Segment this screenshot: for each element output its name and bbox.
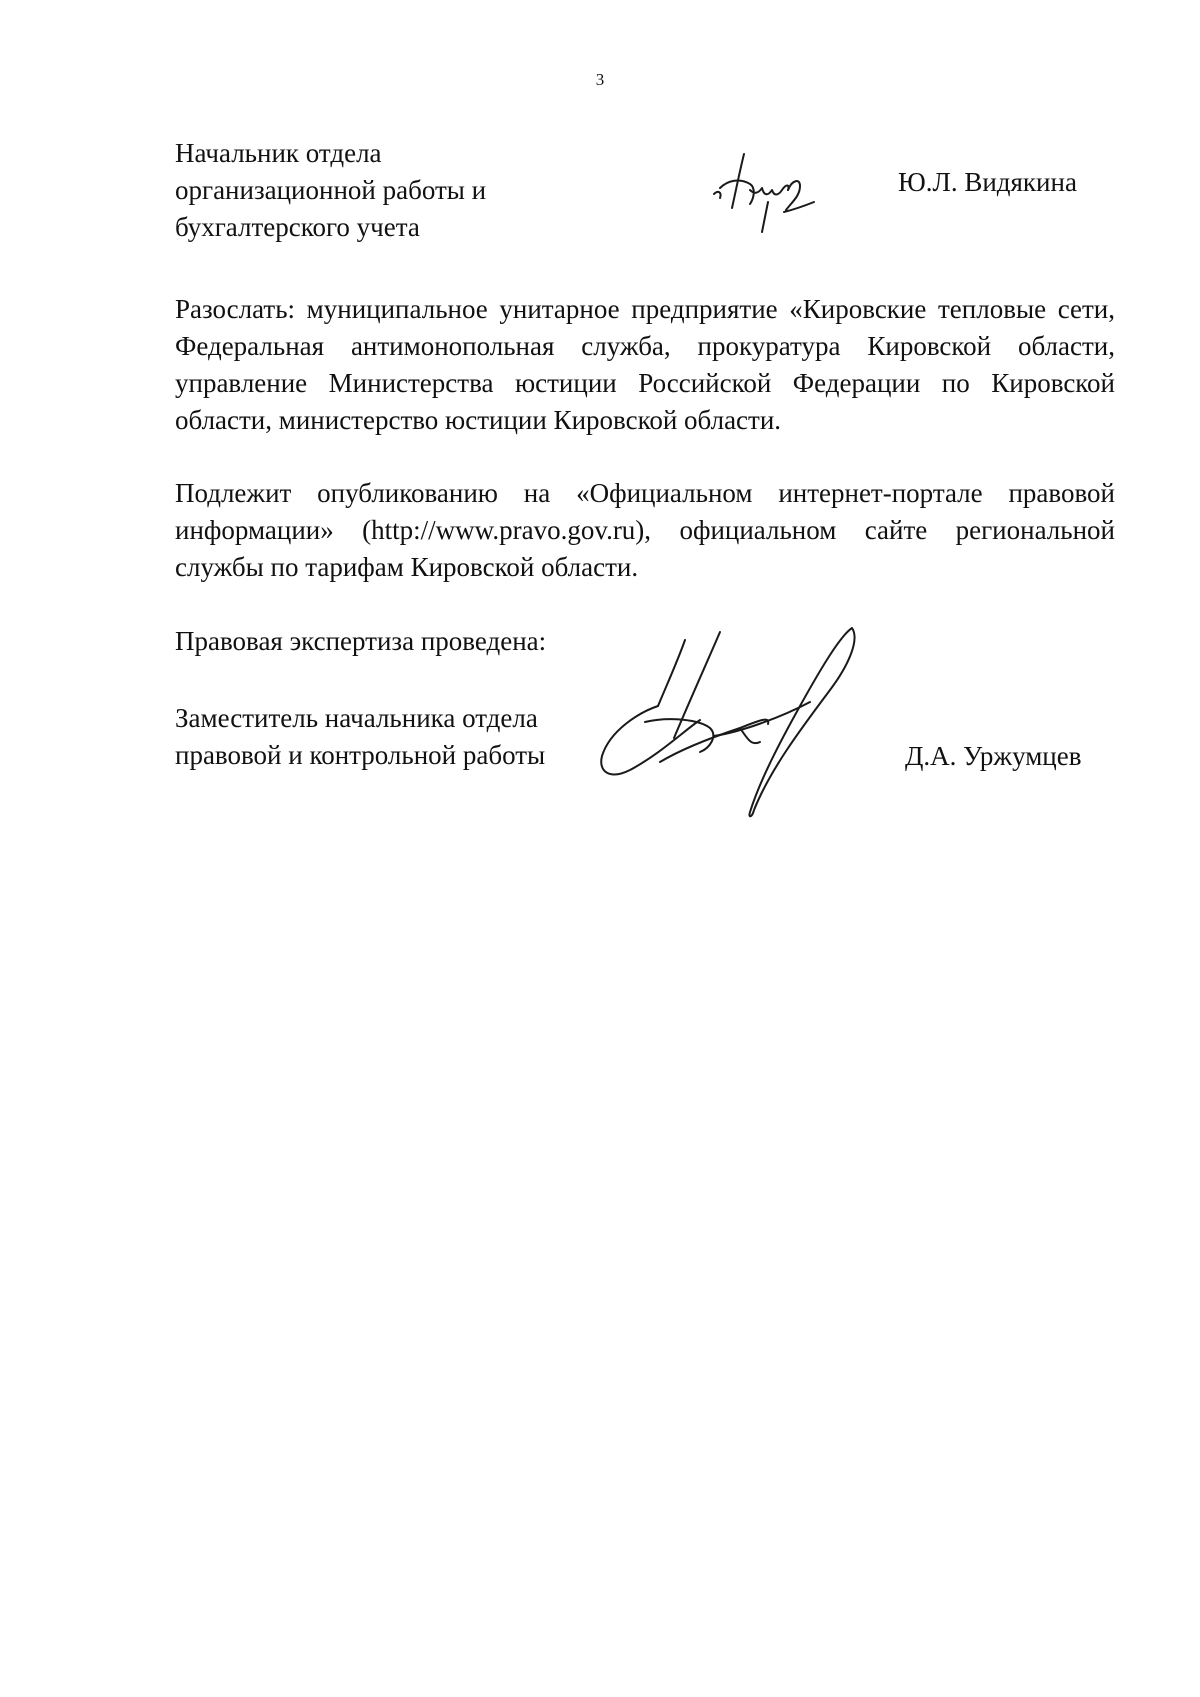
legal-review-label: Правовая экспертиза проведена: — [175, 626, 547, 656]
signatory-1-position: Начальник отдела организационной работы и бухгалтерского учета — [175, 138, 487, 242]
publication-paragraph: Подлежит опубликованию на «Официальном интернет-портале правовой информации» (http://www.pravo.gov.ru), официальном сайте региональной службы по тарифам Кировской области. — [175, 478, 1115, 582]
signature-1-image — [710, 150, 830, 260]
signatory-1-name: Ю.Л. Видякина — [898, 167, 1077, 197]
signatory-2-name: Д.А. Уржумцев — [905, 741, 1082, 771]
page-number: 3 — [595, 70, 605, 89]
distribution-paragraph: Разослать: муниципальное унитарное предприятие «Кировские тепловые сети, Федеральная антимонопольная служба, прокуратура Кировской области, управление Министерства юстиции Российской Федерации по Кировской области, министерство юстиции Кировской области. — [175, 294, 1115, 435]
signatory-2-position: Заместитель начальника отдела правовой и контрольной работы — [175, 703, 546, 770]
signature-2-image — [590, 620, 880, 820]
